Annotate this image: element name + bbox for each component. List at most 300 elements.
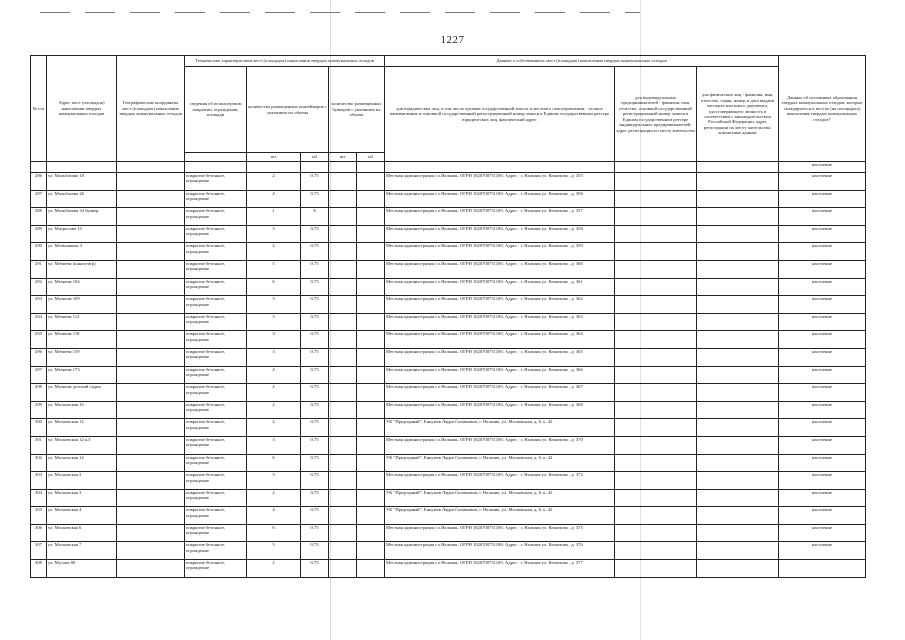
cell-owner-person	[697, 208, 779, 226]
header-owner-group: Данные о собственниках мест (площадок) накопления твердых коммунальных отходов	[385, 56, 779, 67]
header-address: Адрес мест (площадок) накопления твердых коммунальных отходов	[47, 56, 117, 162]
cell-source: население	[779, 419, 866, 437]
cell-container-count: 5	[247, 260, 301, 278]
cell-owner-ip	[615, 173, 697, 191]
cell-container-volume: 0,75	[301, 560, 329, 578]
cell-owner-legal: Местная администрация г.о.Нальчик, ОГРН 1020700751169, Адрес : г. Нальчик ул. Кешокова , д. 376	[385, 542, 615, 560]
cell-owner-person	[697, 313, 779, 331]
table-row	[31, 278, 866, 296]
cell-geo	[117, 489, 185, 507]
cell-address: ул. Московская 14	[47, 454, 117, 472]
cell-container-count: 2	[247, 243, 301, 261]
cell-bunker-volume	[357, 524, 385, 542]
cell-source: население	[779, 524, 866, 542]
header-owner-person: для физических лиц - фамилия, имя, отчество, серия, номер и дата выдачи паспорта или иного документа, удостоверяющего личность в соответствии с законодательством Российской Федерации, адрес регистрации по месту жительства, контактные данные	[697, 67, 779, 162]
register-table	[30, 55, 866, 578]
cell-bunker-count	[329, 436, 357, 454]
cell-owner-ip	[615, 472, 697, 490]
cell-owner-legal: Местная администрация г.о.Нальчик, ОГРН 1020700751169, Адрес : г. Нальчик ул. Кешокова , д. 364	[385, 331, 615, 349]
cell-bunker-count	[329, 225, 357, 243]
cell-container-volume: 0,75	[301, 190, 329, 208]
cell-cover: покрытие бетонное, ограждение	[185, 260, 247, 278]
cell-bunker-count	[329, 331, 357, 349]
cell-container-volume: 0,75	[301, 524, 329, 542]
cell-owner-person	[697, 560, 779, 578]
cell-bunker-count	[329, 173, 357, 191]
cell-container-volume: 0,75	[301, 348, 329, 366]
cell-container-count: 4	[247, 384, 301, 402]
cell-address: ул. Мальбахова 26	[47, 190, 117, 208]
table-row	[31, 524, 866, 542]
cell-geo	[117, 331, 185, 349]
cell-source: население	[779, 296, 866, 314]
cell-owner-person	[697, 225, 779, 243]
cell-geo	[117, 208, 185, 226]
header-unit-m3: м3	[301, 153, 329, 162]
header-unit-m3-2: м3	[357, 153, 385, 162]
cell-owner-ip	[615, 507, 697, 525]
cell-owner-ip	[615, 243, 697, 261]
cell-cover: покрытие бетонное, ограждение	[185, 524, 247, 542]
cell-source: население	[779, 348, 866, 366]
cell-source: население	[779, 401, 866, 419]
cell-address: ул. Московская 4	[47, 507, 117, 525]
cell-owner-legal: Местная администрация г.о.Нальчик, ОГРН 1020700751169, Адрес : г. Нальчик ул. Кешокова , д. 367	[385, 384, 615, 402]
cell-cover: покрытие бетонное, ограждение	[185, 243, 247, 261]
cell-container-count: 3	[247, 472, 301, 490]
cell-owner-ip	[615, 313, 697, 331]
cell-bunker-count	[329, 560, 357, 578]
cell-bunker-volume	[357, 366, 385, 384]
table-row	[31, 173, 866, 191]
register-sheet	[30, 55, 865, 578]
cell-address: ул. Московская 2	[47, 472, 117, 490]
cell-container-count: 5	[247, 542, 301, 560]
cell-container-count: 4	[247, 190, 301, 208]
cell-owner-person	[697, 260, 779, 278]
table-row	[31, 542, 866, 560]
cell-owner-legal: Местная администрация г.о.Нальчик, ОГРН 1020700751169, Адрес : г. Нальчик ул. Кешокова , д. 372	[385, 472, 615, 490]
cell-source: население	[779, 162, 866, 173]
cell-owner-legal: Местная администрация г.о.Нальчик, ОГРН 1020700751169, Адрес : г. Нальчик ул. Кешокова , д. 361	[385, 278, 615, 296]
cell-geo	[117, 401, 185, 419]
cell-num: 292	[31, 278, 47, 296]
cell-num: 295	[31, 331, 47, 349]
cell-source: население	[779, 278, 866, 296]
cell-owner-person	[697, 401, 779, 419]
cell-source: население	[779, 243, 866, 261]
cell-container-count: 3	[247, 313, 301, 331]
table-row	[31, 366, 866, 384]
cell-container-count: 1	[247, 208, 301, 226]
cell-num: 302	[31, 454, 47, 472]
cell-num: 286	[31, 173, 47, 191]
cell-owner-person	[697, 419, 779, 437]
cell-source: население	[779, 331, 866, 349]
cell-address: ул. Московская 7	[47, 542, 117, 560]
cell-bunker-count	[329, 542, 357, 560]
cell-bunker-count	[329, 313, 357, 331]
cell-cover: покрытие бетонное, ограждение	[185, 507, 247, 525]
cell-owner-ip	[615, 348, 697, 366]
cell-source: население	[779, 225, 866, 243]
cell-owner-person	[697, 190, 779, 208]
cell-owner-legal: Местная администрация г.о.Нальчик, ОГРН 1020700751169, Адрес : г. Нальчик ул. Кешокова , д. 359	[385, 243, 615, 261]
cell-container-count: 3	[247, 436, 301, 454]
header-unit-pcs: шт	[247, 153, 301, 162]
cell-bunker-volume	[357, 489, 385, 507]
cell-bunker-count	[329, 348, 357, 366]
cell-geo	[117, 542, 185, 560]
cell-owner-legal: Местная администрация г.о.Нальчик, ОГРН 1020700751169, Адрес : г. Нальчик ул. Кешокова , д. 358	[385, 225, 615, 243]
cell-bunker-count	[329, 472, 357, 490]
cell-bunker-count	[329, 454, 357, 472]
table-row-lead	[31, 162, 866, 173]
cell-bunker-volume	[357, 278, 385, 296]
cell-owner-ip	[615, 436, 697, 454]
cell-num: 306	[31, 524, 47, 542]
table-row	[31, 348, 866, 366]
cell-bunker-count	[329, 384, 357, 402]
cell-owner-legal: Местная администрация г.о.Нальчик, ОГРН 1020700751169, Адрес : г. Нальчик ул. Кешокова , д. 355	[385, 173, 615, 191]
cell-bunker-volume	[357, 260, 385, 278]
cell-owner-ip	[615, 225, 697, 243]
cell-cover: покрытие бетонное, ограждение	[185, 436, 247, 454]
header-unit-blank	[185, 153, 247, 162]
cell-num: 288	[31, 208, 47, 226]
cell-container-count: 3	[247, 331, 301, 349]
cell-geo	[117, 507, 185, 525]
header-tech-cover: сведения об используемом покрытии, ограждении, площади	[185, 67, 247, 153]
cell-bunker-volume	[357, 296, 385, 314]
cell-address: ул. Московская 12	[47, 419, 117, 437]
cell-bunker-volume	[357, 542, 385, 560]
cell-owner-legal: Местная администрация г.о.Нальчик, ОГРН 1020700751169, Адрес : г. Нальчик ул. Кешокова , д. 360	[385, 260, 615, 278]
cell-num: 307	[31, 542, 47, 560]
cell-cover: покрытие бетонное, ограждение	[185, 384, 247, 402]
table-row	[31, 454, 866, 472]
cell-container-count: 2	[247, 401, 301, 419]
cell-container-count: 2	[247, 173, 301, 191]
cell-source: население	[779, 366, 866, 384]
cell-address: ул. Мечиева 104	[47, 278, 117, 296]
cell-source: население	[779, 436, 866, 454]
table-row	[31, 436, 866, 454]
cell-owner-legal: Местная администрация г.о.Нальчик, ОГРН 1020700751169, Адрес : г. Нальчик ул. Кешокова , д. 366	[385, 366, 615, 384]
cell-geo	[117, 436, 185, 454]
cell-cover: покрытие бетонное, ограждение	[185, 173, 247, 191]
cell-owner-person	[697, 348, 779, 366]
header-tech-group: Технические характеристики мест (площадок) накопления твердых коммунальных отходов	[185, 56, 385, 67]
cell-cover: покрытие бетонное, ограждение	[185, 472, 247, 490]
cell-geo	[117, 173, 185, 191]
cell-geo	[117, 560, 185, 578]
cell-source: население	[779, 173, 866, 191]
cell-owner-legal: УК "Предгорный", Енкужев Лаури Салимович, г. Нальчик, ул. Московская, д. 6, к. 42	[385, 419, 615, 437]
cell-bunker-volume	[357, 331, 385, 349]
cell-container-volume: 0,75	[301, 366, 329, 384]
cell-address: ул. Мечиева 118	[47, 331, 117, 349]
cell-source: население	[779, 260, 866, 278]
cell-cover: покрытие бетонное, ограждение	[185, 366, 247, 384]
cell-cover: покрытие бетонное, ограждение	[185, 225, 247, 243]
cell-cover: покрытие бетонное, ограждение	[185, 313, 247, 331]
table-row	[31, 225, 866, 243]
cell-source: население	[779, 454, 866, 472]
header-owner-legal: для юридических лиц, в том числе органов государственной власти и местного самоуправления, - полное наименование и основной государственный регистрационный номер записи в Едином государственном реестре юридических лиц, фактический адрес	[385, 67, 615, 162]
cell-container-count: 2	[247, 489, 301, 507]
cell-source: население	[779, 190, 866, 208]
cell-owner-ip	[615, 419, 697, 437]
cell-owner-ip	[615, 260, 697, 278]
cell-cover: покрытие бетонное, ограждение	[185, 331, 247, 349]
cell-geo	[117, 524, 185, 542]
cell-owner-legal: УК "Предгорный", Енкужев Лаури Салимович, г. Нальчик, ул. Московская, д. 6, к. 42	[385, 489, 615, 507]
cell-address: ул. Мельникова 3	[47, 243, 117, 261]
cell-container-count: 3	[247, 348, 301, 366]
cell-container-volume: 0,75	[301, 419, 329, 437]
cell-cover: покрытие бетонное, ограждение	[185, 296, 247, 314]
cell-geo	[117, 419, 185, 437]
table-row	[31, 296, 866, 314]
cell-owner-person	[697, 454, 779, 472]
cell-geo	[117, 366, 185, 384]
table-row	[31, 260, 866, 278]
cell-geo	[117, 472, 185, 490]
cell-num: 301	[31, 436, 47, 454]
cell-container-volume: 8	[301, 208, 329, 226]
cell-cover: покрытие бетонное, ограждение	[185, 454, 247, 472]
cell-container-volume: 0,75	[301, 278, 329, 296]
cell-geo	[117, 278, 185, 296]
cell-owner-person	[697, 173, 779, 191]
cell-bunker-count	[329, 507, 357, 525]
cell-bunker-volume	[357, 243, 385, 261]
cell-container-volume: 0,75	[301, 436, 329, 454]
cell-owner-legal: Местная администрация г.о.Нальчик, ОГРН 1020700751169, Адрес : г. Нальчик ул. Кешокова , д. 356	[385, 190, 615, 208]
cell-bunker-volume	[357, 313, 385, 331]
cell-container-volume: 0,75	[301, 313, 329, 331]
cell-bunker-volume	[357, 384, 385, 402]
table-row	[31, 313, 866, 331]
cell-owner-person	[697, 436, 779, 454]
table-row	[31, 401, 866, 419]
cell-bunker-volume	[357, 173, 385, 191]
cell-bunker-volume	[357, 507, 385, 525]
cell-owner-ip	[615, 560, 697, 578]
header-unit-pcs2: шт	[329, 153, 357, 162]
header-tech-containers: количество размещенных контейнеров с указанием их объема	[247, 67, 329, 153]
cell-bunker-count	[329, 243, 357, 261]
cell-owner-person	[697, 384, 779, 402]
cell-address: ул. Мусова 80	[47, 560, 117, 578]
cell-owner-ip	[615, 190, 697, 208]
cell-container-volume: 0,75	[301, 225, 329, 243]
cell-owner-legal: Местная администрация г.о.Нальчик, ОГРН 1020700751169, Адрес : г. Нальчик ул. Кешокова , д. 370	[385, 436, 615, 454]
cell-container-count: 6	[247, 454, 301, 472]
page-number: 1227	[440, 34, 465, 46]
cell-container-volume: 0,75	[301, 454, 329, 472]
cell-owner-person	[697, 507, 779, 525]
cell-owner-person	[697, 524, 779, 542]
cell-owner-legal: Местная администрация г.о.Нальчик, ОГРН 1020700751169, Адрес : г. Нальчик ул. Кешокова , д. 362	[385, 296, 615, 314]
cell-owner-ip	[615, 489, 697, 507]
table-row	[31, 560, 866, 578]
cell-bunker-count	[329, 366, 357, 384]
cell-geo	[117, 243, 185, 261]
table-row	[31, 507, 866, 525]
cell-container-count: 4	[247, 366, 301, 384]
cell-bunker-volume	[357, 436, 385, 454]
cell-address: ул. Мечиева 159	[47, 348, 117, 366]
cell-address: ул. Мечиева детский садик	[47, 384, 117, 402]
cell-num: 299	[31, 401, 47, 419]
cell-container-count: 3	[247, 296, 301, 314]
cell-bunker-count	[329, 190, 357, 208]
cell-geo	[117, 260, 185, 278]
cell-geo	[117, 454, 185, 472]
scan-top-line	[40, 12, 640, 13]
cell-container-volume: 0,75	[301, 384, 329, 402]
cell-container-count: 2	[247, 560, 301, 578]
cell-cover: покрытие бетонное, ограждение	[185, 401, 247, 419]
cell-container-count: 6	[247, 524, 301, 542]
cell-address: ул. Московская 12 к.3	[47, 436, 117, 454]
cell-container-volume: 0,75	[301, 542, 329, 560]
cell-num: 287	[31, 190, 47, 208]
cell-address: ул. Матросова 13	[47, 225, 117, 243]
cell-num: 290	[31, 243, 47, 261]
cell-bunker-volume	[357, 454, 385, 472]
cell-container-volume: 0,75	[301, 243, 329, 261]
cell-container-volume: 0,75	[301, 401, 329, 419]
cell-owner-ip	[615, 542, 697, 560]
header-owner-ip: для индивидуальных предпринимателей - фамилия, имя, отчество, основной государственный регистрационный номер записи в Едином государственном реестре индивидуальных предпринимателей, адрес регистрации по месту жительства	[615, 67, 697, 162]
cell-num: 293	[31, 296, 47, 314]
cell-owner-person	[697, 366, 779, 384]
cell-address: ул. Мечиева 112	[47, 313, 117, 331]
cell-container-volume: 0,75	[301, 472, 329, 490]
cell-address: ул. Мечиева (кинотеатр)	[47, 260, 117, 278]
cell-owner-person	[697, 489, 779, 507]
cell-bunker-count	[329, 260, 357, 278]
table-row	[31, 243, 866, 261]
cell-container-count: 6	[247, 278, 301, 296]
cell-num: 304	[31, 489, 47, 507]
table-row	[31, 384, 866, 402]
cell-bunker-count	[329, 208, 357, 226]
cell-num: 289	[31, 225, 47, 243]
cell-container-volume: 0,75	[301, 296, 329, 314]
cell-num: 303	[31, 472, 47, 490]
cell-bunker-count	[329, 524, 357, 542]
cell-bunker-volume	[357, 419, 385, 437]
table-row	[31, 190, 866, 208]
cell-num: 296	[31, 348, 47, 366]
cell-cover: покрытие бетонное, ограждение	[185, 560, 247, 578]
cell-source: население	[779, 542, 866, 560]
cell-owner-ip	[615, 296, 697, 314]
cell-bunker-count	[329, 296, 357, 314]
cell-geo	[117, 313, 185, 331]
cell-num: 300	[31, 419, 47, 437]
cell-owner-legal: Местная администрация г.о.Нальчик, ОГРН 1020700751169, Адрес : г. Нальчик ул. Кешокова , д. 357	[385, 208, 615, 226]
cell-owner-person	[697, 472, 779, 490]
cell-owner-legal: УК "Предгорный", Енкужев Лаури Салимович, г. Нальчик, ул. Московская, д. 6, к. 42	[385, 454, 615, 472]
cell-owner-ip	[615, 454, 697, 472]
cell-bunker-volume	[357, 225, 385, 243]
cell-source: население	[779, 472, 866, 490]
cell-cover: покрытие бетонное, ограждение	[185, 348, 247, 366]
cell-address: ул. Мальбахова 18	[47, 173, 117, 191]
header-geo: Географические координаты мест (площадок) накопления твердых коммунальных отходов	[117, 56, 185, 162]
cell-owner-ip	[615, 366, 697, 384]
cell-address: ул. Мальбахова 34 бункер	[47, 208, 117, 226]
cell-source: население	[779, 208, 866, 226]
cell-owner-legal: Местная администрация г.о.Нальчик, ОГРН 1020700751169, Адрес : г. Нальчик ул. Кешокова , д. 375	[385, 524, 615, 542]
cell-owner-legal: Местная администрация г.о.Нальчик, ОГРН 1020700751169, Адрес : г. Нальчик ул. Кешокова , д. 365	[385, 348, 615, 366]
header-num: № п/п	[31, 56, 47, 162]
cell-bunker-volume	[357, 348, 385, 366]
cell-container-volume: 0,75	[301, 260, 329, 278]
cell-cover: покрытие бетонное, ограждение	[185, 208, 247, 226]
cell-owner-ip	[615, 524, 697, 542]
cell-owner-person	[697, 331, 779, 349]
cell-address: ул. Мечиева 109	[47, 296, 117, 314]
cell-num: 291	[31, 260, 47, 278]
cell-num: 305	[31, 507, 47, 525]
cell-container-volume: 0,75	[301, 331, 329, 349]
cell-bunker-volume	[357, 190, 385, 208]
cell-container-volume: 0,75	[301, 489, 329, 507]
cell-source: население	[779, 489, 866, 507]
cell-geo	[117, 296, 185, 314]
cell-geo	[117, 348, 185, 366]
cell-geo	[117, 225, 185, 243]
cell-container-count: 3	[247, 225, 301, 243]
cell-bunker-count	[329, 419, 357, 437]
cell-cover: покрытие бетонное, ограждение	[185, 278, 247, 296]
cell-owner-ip	[615, 208, 697, 226]
cell-source: население	[779, 313, 866, 331]
header-sources: Данные об источниках образования твердых коммунальных отходов, которые складируются в местах (на площадках) накопления твердых коммунальных отходов*	[779, 56, 866, 162]
cell-cover: покрытие бетонное, ограждение	[185, 489, 247, 507]
cell-owner-person	[697, 278, 779, 296]
cell-source: население	[779, 384, 866, 402]
header-tech-bunkers: количество размещенных бункеров с указанием их объема	[329, 67, 385, 153]
cell-owner-legal: Местная администрация г.о.Нальчик, ОГРН 1020700751169, Адрес : г. Нальчик ул. Кешокова , д. 363	[385, 313, 615, 331]
cell-owner-legal: Местная администрация г.о.Нальчик, ОГРН 1020700751169, Адрес : г. Нальчик ул. Кешокова , д. 377	[385, 560, 615, 578]
cell-container-volume: 0,75	[301, 507, 329, 525]
cell-num: 297	[31, 366, 47, 384]
cell-bunker-volume	[357, 472, 385, 490]
cell-cover: покрытие бетонное, ограждение	[185, 190, 247, 208]
cell-owner-person	[697, 296, 779, 314]
table-row	[31, 489, 866, 507]
cell-owner-ip	[615, 331, 697, 349]
cell-address: ул. Мечиева 173	[47, 366, 117, 384]
cell-address: ул. Московская 10	[47, 401, 117, 419]
cell-num: 308	[31, 560, 47, 578]
cell-owner-person	[697, 542, 779, 560]
cell-source	[779, 560, 866, 578]
cell-owner-ip	[615, 384, 697, 402]
cell-num: 298	[31, 384, 47, 402]
cell-bunker-count	[329, 489, 357, 507]
cell-bunker-volume	[357, 560, 385, 578]
table-row	[31, 419, 866, 437]
cell-cover: покрытие бетонное, ограждение	[185, 419, 247, 437]
